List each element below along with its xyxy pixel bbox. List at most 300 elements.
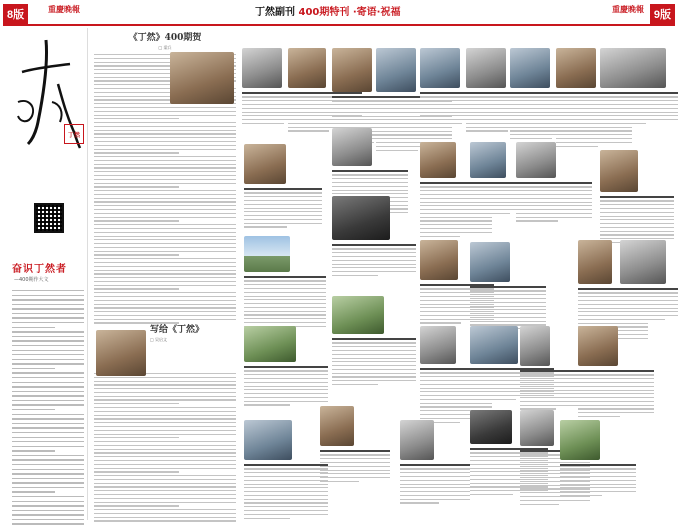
text-line: [244, 219, 322, 220]
text-line: [470, 399, 516, 400]
greeting-text: [332, 338, 416, 388]
text-line: [94, 141, 236, 142]
text-line: [94, 236, 236, 237]
greeting-text: [600, 196, 674, 246]
text-line: [620, 311, 678, 312]
text-line: [600, 223, 674, 224]
text-line: [420, 224, 492, 225]
text-line: [12, 441, 84, 442]
text-line: [12, 432, 84, 433]
text-line: [332, 342, 416, 343]
text-line: [12, 487, 84, 488]
text-line: [94, 460, 236, 461]
text-line: [242, 123, 284, 124]
greeting-text: [600, 92, 678, 127]
text-line: [332, 275, 378, 276]
portrait-photo: [332, 48, 372, 92]
text-line: [332, 338, 416, 340]
text-line: [332, 244, 416, 246]
text-line: [470, 298, 546, 299]
text-line: [400, 468, 470, 469]
text-line: [560, 464, 636, 466]
text-line: [12, 491, 55, 492]
text-line: [578, 408, 654, 409]
text-line: [516, 194, 592, 195]
left-column-heading: 奋识丁然者: [12, 264, 67, 275]
qr-code-icon: [34, 203, 64, 233]
text-line: [244, 200, 322, 201]
text-line: [578, 405, 654, 406]
text-line: [94, 300, 236, 301]
text-line: [12, 327, 55, 328]
greeting-text: [244, 366, 328, 408]
text-line: [94, 118, 179, 119]
text-line: [600, 123, 646, 124]
text-line: [560, 491, 636, 492]
text-line: [94, 430, 236, 431]
text-line: [560, 484, 636, 485]
text-line: [244, 393, 328, 394]
text-line: [376, 131, 452, 132]
text-line: [94, 266, 236, 267]
portrait-photo: [244, 326, 296, 362]
portrait-photo: [420, 142, 456, 178]
text-line: [516, 182, 592, 184]
spread-title: [255, 3, 400, 18]
text-line: [332, 361, 416, 362]
text-line: [94, 133, 236, 134]
text-line: [94, 399, 236, 400]
text-line: [600, 108, 678, 109]
text-line: [94, 456, 236, 457]
text-line: [332, 350, 416, 351]
portrait-photo: [470, 142, 506, 178]
text-line: [470, 302, 546, 303]
text-line: [94, 228, 236, 229]
text-line: [560, 495, 602, 496]
text-line: [556, 127, 632, 128]
text-line: [520, 378, 586, 379]
text-line: [94, 167, 236, 168]
second-article-photo: [96, 330, 146, 376]
text-line: [332, 260, 416, 261]
text-line: [578, 374, 654, 375]
text-line: [520, 390, 586, 391]
text-line: [12, 482, 84, 483]
text-line: [12, 505, 84, 506]
text-line: [94, 494, 236, 495]
text-line: [600, 219, 674, 220]
portrait-photo: [600, 48, 666, 88]
text-line: [332, 178, 408, 179]
text-line: [244, 378, 328, 379]
text-line: [400, 502, 439, 503]
left-column: [4, 28, 88, 520]
text-line: [320, 477, 390, 478]
text-line: [400, 484, 470, 485]
text-line: [244, 284, 326, 285]
text-line: [244, 208, 322, 209]
text-line: [420, 406, 492, 407]
text-line: [332, 256, 416, 257]
text-line: [578, 393, 654, 394]
text-line: [12, 363, 84, 364]
text-line: [332, 186, 408, 187]
text-line: [244, 506, 328, 507]
text-line: [288, 92, 362, 94]
text-line: [400, 480, 470, 481]
text-line: [94, 126, 236, 127]
text-line: [560, 472, 636, 473]
right-masthead: 重慶晚報: [612, 4, 644, 14]
text-line: [400, 487, 470, 488]
text-line: [420, 403, 492, 404]
text-line: [12, 386, 84, 387]
text-line: [578, 416, 620, 417]
portrait-photo: [244, 420, 292, 460]
text-line: [420, 322, 461, 323]
text-line: [620, 319, 665, 320]
text-line: [600, 227, 674, 228]
text-line: [516, 198, 592, 199]
text-line: [332, 190, 408, 191]
text-line: [94, 130, 236, 131]
text-line: [320, 481, 359, 482]
text-line: [520, 370, 586, 372]
text-line: [470, 286, 546, 288]
text-line: [244, 215, 322, 216]
text-line: [94, 251, 236, 252]
text-line: [244, 366, 328, 368]
text-line: [332, 373, 416, 374]
text-line: [376, 134, 452, 135]
text-line: [244, 204, 322, 205]
text-line: [578, 323, 648, 324]
text-line: [332, 376, 416, 377]
text-line: [556, 138, 632, 139]
text-line: [244, 296, 326, 297]
text-line: [94, 107, 236, 108]
text-line: [332, 384, 378, 385]
text-line: [94, 396, 236, 397]
text-line: [12, 331, 84, 332]
text-line: [94, 392, 236, 393]
text-line: [12, 359, 84, 360]
text-line: [12, 382, 84, 383]
text-line: [520, 397, 586, 398]
text-line: [12, 340, 84, 341]
text-line: [420, 228, 492, 229]
text-line: [420, 220, 492, 221]
text-line: [12, 427, 84, 428]
text-line: [244, 307, 326, 308]
text-line: [94, 224, 236, 225]
text-line: [470, 294, 546, 295]
text-line: [12, 446, 84, 447]
portrait-photo: [520, 410, 554, 446]
text-line: [12, 290, 84, 291]
text-line: [244, 491, 328, 492]
text-line: [94, 160, 236, 161]
text-line: [94, 471, 179, 472]
portrait-photo: [420, 326, 456, 364]
text-line: [320, 458, 390, 459]
text-line: [12, 308, 84, 309]
text-line: [620, 304, 678, 305]
text-line: [244, 464, 328, 466]
text-line: [94, 205, 236, 206]
text-line: [94, 198, 236, 199]
text-line: [560, 480, 636, 481]
text-line: [94, 452, 236, 453]
text-line: [600, 92, 678, 94]
text-line: [600, 208, 674, 209]
text-line: [244, 487, 328, 488]
left-column-subheading: —400期作大文: [14, 277, 49, 283]
text-line: [244, 226, 287, 227]
right-page-number: 9版: [650, 4, 675, 24]
text-line: [94, 445, 236, 446]
text-line: [94, 449, 236, 450]
text-line: [320, 473, 390, 474]
greeting-text: [578, 370, 654, 420]
portrait-photo: [320, 406, 354, 446]
text-line: [420, 123, 462, 124]
second-article-body: [94, 373, 236, 522]
text-line: [560, 487, 636, 488]
text-line: [244, 276, 326, 278]
text-line: [332, 182, 408, 183]
text-line: [94, 262, 236, 263]
text-line: [94, 179, 236, 180]
red-seal-stamp: [64, 124, 84, 144]
text-line: [94, 137, 236, 138]
text-line: [600, 119, 678, 120]
text-line: [12, 455, 84, 456]
greeting-text: [332, 244, 416, 279]
text-line: [244, 476, 328, 477]
text-line: [244, 211, 322, 212]
text-line: [94, 115, 236, 116]
text-line: [320, 470, 390, 471]
text-line: [400, 495, 470, 496]
text-line: [94, 498, 236, 499]
text-line: [332, 267, 416, 268]
article-photo: [170, 52, 234, 104]
text-line: [244, 299, 326, 300]
text-line: [520, 504, 559, 505]
text-line: [420, 236, 460, 237]
text-line: [332, 174, 408, 175]
text-line: [12, 368, 55, 369]
text-line: [12, 409, 55, 410]
text-line: [94, 175, 236, 176]
text-line: [320, 450, 390, 452]
text-line: [470, 306, 546, 307]
text-line: [244, 495, 328, 496]
text-line: [12, 295, 84, 296]
text-line: [94, 520, 236, 521]
text-line: [12, 437, 84, 438]
portrait-photo: [556, 48, 596, 88]
text-line: [600, 104, 678, 105]
text-line: [244, 401, 328, 402]
text-line: [244, 499, 328, 500]
portrait-photo: [420, 240, 458, 280]
second-article-byline: □ 吴启文: [150, 337, 168, 342]
text-line: [94, 217, 236, 218]
text-line: [560, 476, 636, 477]
article-byline: □ 梁兵: [158, 45, 172, 50]
portrait-photo: [288, 48, 326, 88]
text-line: [244, 311, 326, 312]
text-line: [94, 505, 179, 506]
portrait-photo: [520, 326, 550, 366]
text-line: [12, 496, 84, 497]
text-line: [12, 336, 84, 337]
second-article-title: 写给《丁然》: [150, 325, 205, 335]
seal-text: 丁然: [67, 131, 80, 139]
text-line: [94, 377, 236, 378]
text-line: [600, 196, 674, 198]
text-line: [600, 234, 674, 235]
text-line: [578, 370, 654, 372]
text-line: [12, 354, 84, 355]
text-line: [12, 400, 84, 401]
text-line: [332, 358, 416, 359]
portrait-photo: [470, 410, 512, 444]
portrait-photo: [400, 420, 434, 460]
portrait-photo: [332, 196, 390, 240]
text-line: [400, 472, 470, 473]
text-line: [320, 466, 390, 467]
text-line: [578, 397, 654, 398]
text-line: [12, 519, 84, 520]
text-line: [94, 186, 179, 187]
text-line: [332, 380, 416, 381]
text-line: [470, 317, 546, 318]
text-line: [94, 490, 236, 491]
text-line: [600, 204, 674, 205]
text-line: [12, 510, 84, 511]
text-line: [94, 304, 236, 305]
text-line: [94, 84, 179, 85]
text-line: [332, 369, 416, 370]
text-line: [516, 202, 592, 203]
text-line: [94, 220, 179, 221]
text-line: [94, 296, 236, 297]
text-line: [94, 122, 236, 123]
text-line: [516, 209, 592, 210]
text-line: [578, 386, 654, 387]
text-line: [556, 134, 632, 135]
portrait-photo: [620, 240, 666, 284]
text-line: [94, 183, 236, 184]
text-line: [94, 315, 236, 316]
text-line: [244, 468, 328, 469]
text-line: [94, 156, 236, 157]
text-line: [244, 196, 322, 197]
portrait-photo: [244, 144, 286, 184]
text-line: [94, 307, 236, 308]
text-line: [244, 314, 326, 315]
article-title: 《丁然》400期贺: [128, 33, 202, 43]
text-line: [94, 437, 179, 438]
left-column-text: [12, 290, 84, 525]
text-line: [620, 292, 678, 293]
text-line: [12, 464, 84, 465]
text-line: [12, 395, 84, 396]
text-line: [470, 321, 546, 322]
text-line: [94, 407, 236, 408]
text-line: [400, 499, 470, 500]
text-line: [600, 115, 678, 116]
text-line: [560, 468, 636, 469]
text-line: [244, 322, 326, 323]
text-line: [376, 138, 452, 139]
text-line: [94, 311, 236, 312]
greeting-text: [320, 450, 390, 485]
text-line: [620, 288, 678, 290]
text-line: [12, 345, 84, 346]
text-line: [94, 152, 179, 153]
text-line: [244, 223, 322, 224]
text-line: [600, 112, 678, 113]
text-line: [94, 285, 236, 286]
text-line: [556, 146, 598, 147]
text-line: [516, 217, 592, 218]
text-line: [12, 404, 84, 405]
text-line: [332, 354, 416, 355]
text-line: [94, 270, 236, 271]
text-line: [94, 475, 236, 476]
text-line: [244, 192, 322, 193]
text-line: [12, 469, 84, 470]
text-line: [94, 479, 236, 480]
text-line: [94, 213, 236, 214]
text-line: [516, 190, 592, 191]
text-line: [620, 308, 678, 309]
portrait-photo: [578, 326, 618, 366]
text-line: [244, 480, 328, 481]
greeting-text: [244, 188, 322, 230]
greeting-text: [520, 370, 586, 412]
portrait-photo: [560, 420, 600, 460]
text-line: [244, 303, 326, 304]
text-line: [556, 130, 632, 131]
text-line: [376, 150, 418, 151]
text-line: [94, 464, 236, 465]
text-line: [332, 248, 416, 249]
text-line: [420, 217, 492, 218]
text-line: [12, 377, 84, 378]
text-line: [94, 517, 236, 518]
text-line: [620, 300, 678, 301]
text-line: [510, 138, 552, 139]
text-line: [600, 100, 678, 101]
text-line: [94, 201, 236, 202]
text-line: [520, 382, 586, 383]
text-line: [244, 514, 328, 515]
text-line: [244, 280, 326, 281]
text-line: [520, 393, 586, 394]
text-line: [94, 403, 179, 404]
text-line: [516, 186, 592, 187]
text-line: [332, 170, 408, 172]
text-line: [600, 200, 674, 201]
portrait-photo: [578, 240, 612, 284]
spread-title-tagline: ·寄语·祝福: [352, 7, 401, 18]
